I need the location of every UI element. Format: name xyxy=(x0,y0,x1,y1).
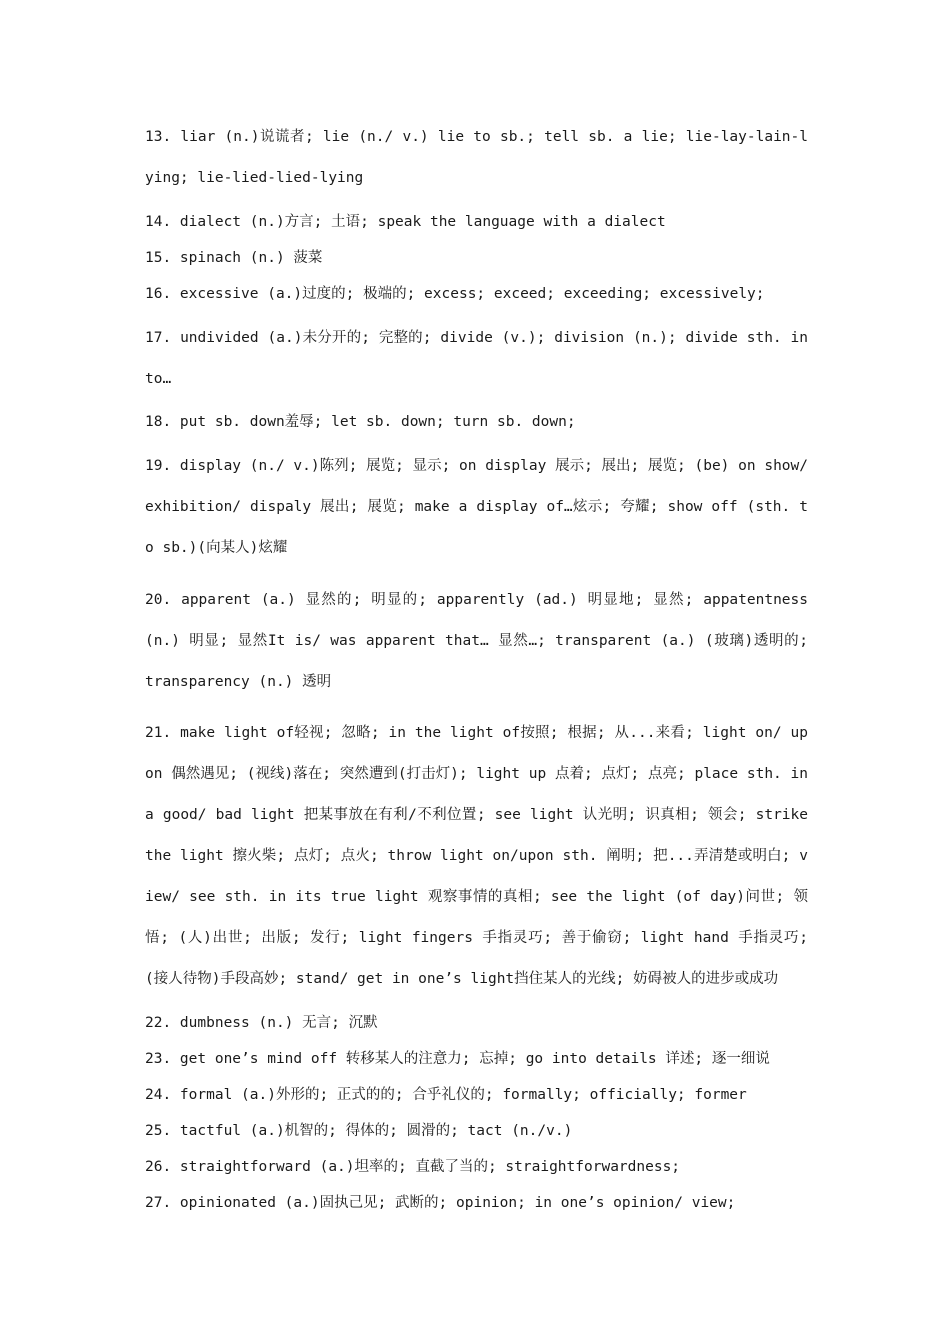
document-page xyxy=(145,117,808,1227)
vocab-entry-14: 14. dialect (n.)方言; 土语; speak the language with a dialect xyxy=(145,213,666,230)
vocab-entry-26: 26. straightforward (a.)坦率的; 直截了当的; straightforwardness; xyxy=(145,1158,681,1175)
vocab-entry-20: 20. apparent (a.) 显然的; 明显的; apparently (ad.) 明显地; 显然; appatentness (n.) 明显; 显然It is/ was apparent that… 显然…; transparent (a.) (玻璃)透明的; transparency (n.) 透明 xyxy=(145,591,808,690)
vocab-entry-18: 18. put sb. down羞辱; let sb. down; turn sb. down; xyxy=(145,414,576,431)
vocab-entry-22: 22. dumbness (n.) 无言; 沉默 xyxy=(145,1014,378,1031)
vocab-entry-19: 19. display (n./ v.)陈列; 展览; 显示; on display 展示; 展出; 展览; (be) on show/ exhibition/ dispaly 展出; 展览; make a display of…炫示; 夸耀; show off (sth. to sb.)(向某人)炫耀 xyxy=(145,458,808,557)
vocab-entry-21: 21. make light of轻视; 忽略; in the light of按照; 根据; 从...来看; light on/ upon 偶然遇见; (视线)落在; 突然遭到(打击灯); light up 点着; 点灯; 点亮; place sth. in a good/ bad light 把某事放在有利/不利位置; see light 认光明; 识真相; 领会; strike the light 擦火柴; 点灯; 点火; throw light on/upon sth. 阐明; 把...弄清楚或明白; view/ see sth. in its true light 观察事情的真相; see the light (of day)问世; 领悟; (人)出世; 出版; 发行; light fingers 手指灵巧; 善于偷窃; light hand 手指灵巧; (接人待物)手段高妙; stand/ get in one’s light挡住某人的光线; 妨碍被人的进步或成功 xyxy=(145,725,808,988)
vocab-entry-13: 13. liar (n.)说谎者; lie (n./ v.) lie to sb.; tell sb. a lie; lie-lay-lain-lying; lie-lied-lied-lying xyxy=(145,129,808,186)
vocab-entry-17: 17. undivided (a.)未分开的; 完整的; divide (v.); division (n.); divide sth. into… xyxy=(145,329,808,387)
vocab-entry-23: 23. get one’s mind off 转移某人的注意力; 忘掉; go into details 详述; 逐一细说 xyxy=(145,1050,770,1067)
vocab-entry-24: 24. formal (a.)外形的; 正式的的; 合乎礼仪的; formally; officially; former xyxy=(145,1086,747,1103)
vocab-entry-15: 15. spinach (n.) 菠菜 xyxy=(145,249,323,266)
vocab-entry-16: 16. excessive (a.)过度的; 极端的; excess; exceed; exceeding; excessively; xyxy=(145,285,765,302)
vocab-entry-25: 25. tactful (a.)机智的; 得体的; 圆滑的; tact (n./v.) xyxy=(145,1122,573,1139)
vocab-entry-27: 27. opinionated (a.)固执己见; 武断的; opinion; in one’s opinion/ view; xyxy=(145,1194,736,1211)
